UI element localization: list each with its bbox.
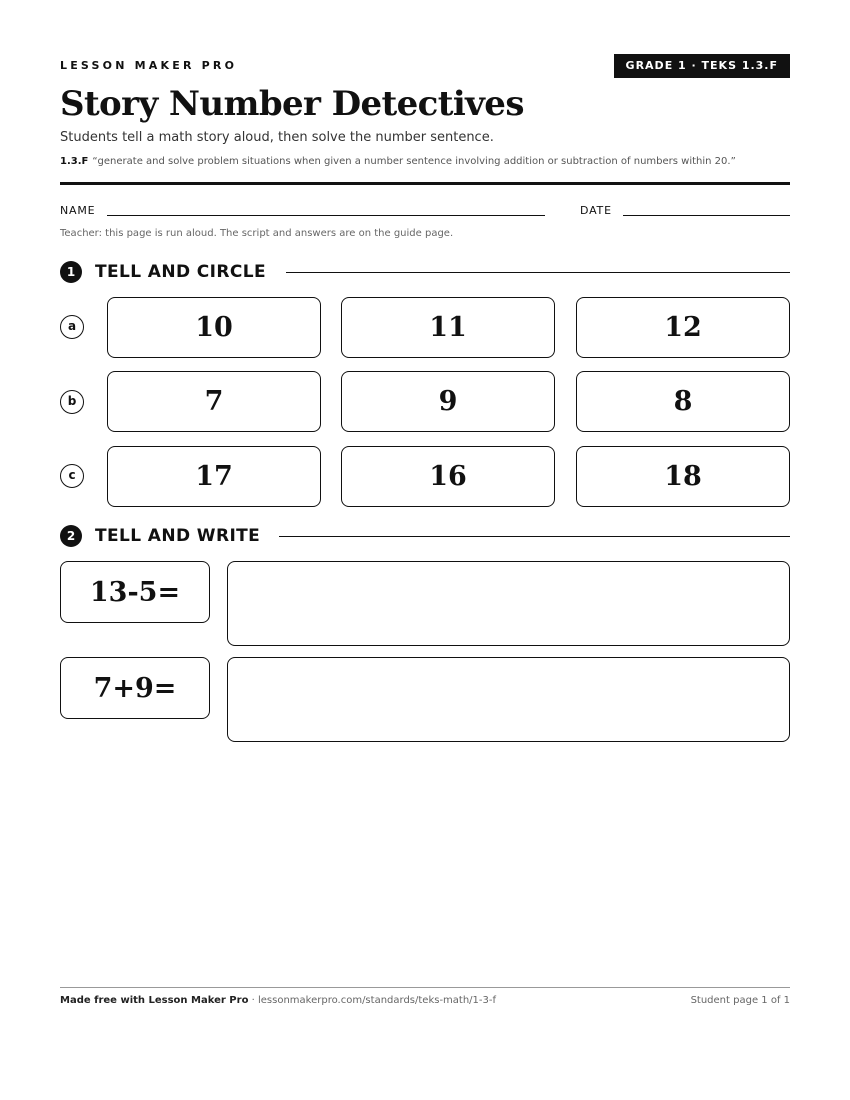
standard-text: “generate and solve problem situations when given a number sentence involving addition or subtraction of numbers within 20.” [92, 156, 736, 167]
section-2-rule [279, 536, 790, 537]
header-divider [60, 182, 790, 185]
teacher-note: Teacher: this page is run aloud. The script and answers are on the guide page. [60, 228, 454, 239]
page-title: Story Number Detectives [60, 84, 524, 124]
answer-box-1[interactable] [227, 561, 790, 646]
choice-c-3[interactable]: 18 [576, 446, 790, 507]
choice-a-3[interactable]: 12 [576, 297, 790, 358]
section-1-number: 1 [60, 261, 82, 283]
footer-divider [60, 987, 790, 988]
section-2-header [60, 524, 790, 548]
name-write-line[interactable] [107, 215, 545, 216]
standard-code: 1.3.F [60, 156, 89, 167]
worksheet-page [60, 0, 790, 1100]
choice-a-2[interactable]: 11 [341, 297, 555, 358]
section-1-title: TELL AND CIRCLE [95, 262, 267, 282]
choice-c-1[interactable]: 17 [107, 446, 321, 507]
section-1-header [60, 260, 790, 284]
equation-1: 13-5= [60, 561, 210, 623]
footer-url: · lessonmakerpro.com/standards/teks-math/1-3-f [248, 995, 497, 1006]
section-2-title: TELL AND WRITE [95, 526, 261, 546]
date-write-line[interactable] [623, 215, 790, 216]
answer-box-2[interactable] [227, 657, 790, 742]
row-b-label: b [60, 390, 84, 414]
equation-2: 7+9= [60, 657, 210, 719]
section-2-number: 2 [60, 525, 82, 547]
name-label: NAME [60, 204, 96, 217]
choice-b-2[interactable]: 9 [341, 371, 555, 432]
footer-made-with: Made free with Lesson Maker Pro [60, 995, 249, 1006]
section-1-rule [286, 272, 790, 273]
footer-credit [60, 995, 496, 1006]
choice-c-2[interactable]: 16 [341, 446, 555, 507]
standard-statement [60, 156, 736, 167]
footer-page-number: Student page 1 of 1 [690, 995, 790, 1006]
choice-b-1[interactable]: 7 [107, 371, 321, 432]
brand-name: LESSON MAKER PRO [60, 59, 238, 72]
row-a-label: a [60, 315, 84, 339]
choice-b-3[interactable]: 8 [576, 371, 790, 432]
grade-standard-badge: GRADE 1 · TEKS 1.3.F [614, 54, 790, 78]
row-c-label: c [60, 464, 84, 488]
choice-a-1[interactable]: 10 [107, 297, 321, 358]
date-label: DATE [580, 204, 612, 217]
page-subtitle: Students tell a math story aloud, then solve the number sentence. [60, 130, 494, 145]
